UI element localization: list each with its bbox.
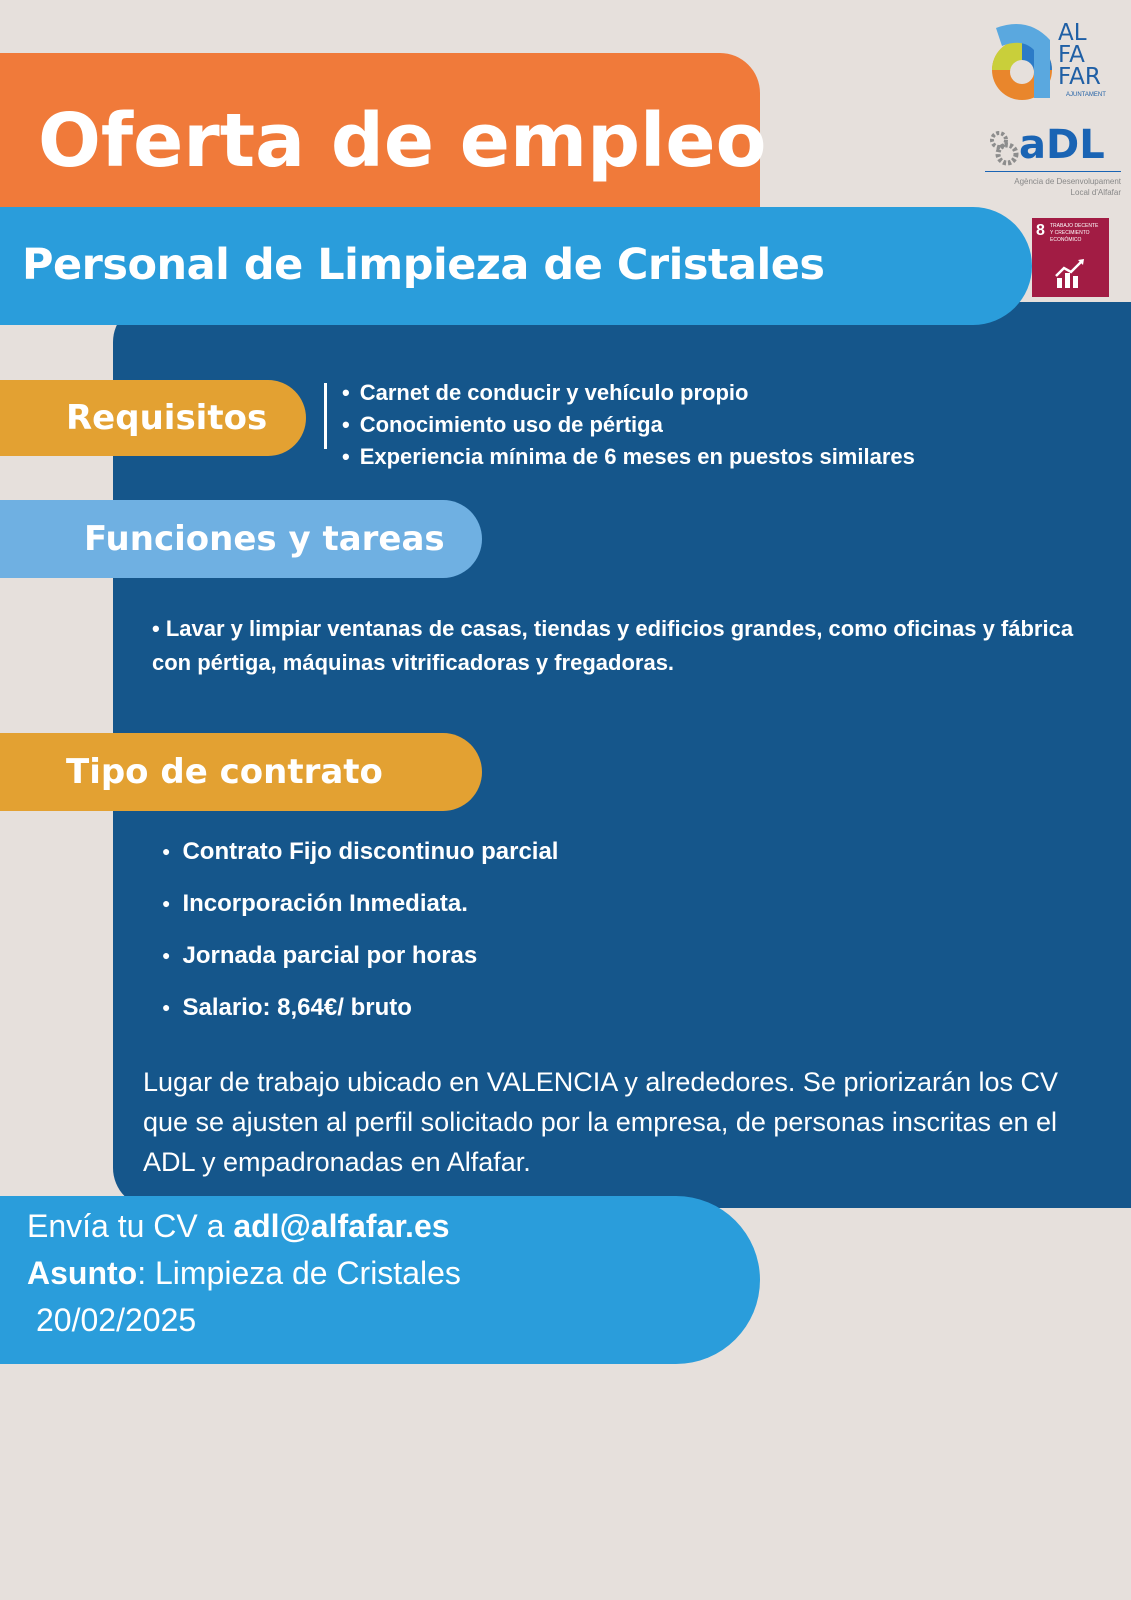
job-title: Personal de Limpieza de Cristales <box>22 240 825 290</box>
send-cv-prefix: Envía tu CV a <box>27 1208 234 1244</box>
sdg-8-badge <box>1032 218 1109 297</box>
email-link[interactable]: adl@alfafar.es <box>233 1208 450 1244</box>
alfafar-line-1: AL <box>1058 20 1087 46</box>
adl-caption-2: Local d'Alfafar <box>1070 188 1121 197</box>
contrato-heading: Tipo de contrato <box>0 733 482 811</box>
list-item: ● Contrato Fijo discontinuo parcial <box>162 834 558 886</box>
alfafar-line-3: FAR <box>1058 64 1101 90</box>
list-item: ● Salario: 8,64€/ bruto <box>162 990 558 1042</box>
adl-wordmark: aDL <box>1019 122 1105 168</box>
list-item: • Carnet de conducir y vehículo propio <box>342 377 915 409</box>
adl-logo <box>985 122 1121 200</box>
subject-label: Asunto <box>27 1255 138 1291</box>
gears-icon <box>987 130 1021 166</box>
page-title: Oferta de empleo <box>38 98 767 184</box>
alfafar-caption: AJUNTAMENT <box>1066 92 1106 98</box>
alfafar-line-2: FA <box>1058 42 1085 68</box>
divider <box>324 383 327 449</box>
offer-date: 20/02/2025 <box>36 1302 197 1338</box>
contrato-list <box>162 834 558 1042</box>
subject-value: : Limpieza de Cristales <box>137 1255 461 1291</box>
send-cv-line <box>27 1208 450 1245</box>
sdg-number: 8 <box>1036 222 1045 239</box>
requisitos-list <box>342 377 915 473</box>
funciones-item: • Lavar y limpiar ventanas de casas, tiendas y edificios grandes, como oficinas y fábrica con pértiga, máquinas vitrificadoras y fregadoras. <box>152 616 1074 675</box>
growth-chart-icon <box>1054 258 1086 290</box>
list-item: • Conocimiento uso de pértiga <box>342 409 915 441</box>
requisitos-heading: Requisitos <box>0 380 306 456</box>
subject-line <box>27 1255 461 1292</box>
funciones-heading: Funciones y tareas <box>0 500 482 578</box>
sdg-line-1: TRABAJO DECENTE <box>1050 223 1099 229</box>
location-note: Lugar de trabajo ubicado en VALENCIA y alrededores. Se priorizarán los CV que se ajusten al perfil solicitado por la empresa, de personas inscritas en el ADL y empadronadas en Alfafar. <box>143 1067 1059 1177</box>
list-item: ● Jornada parcial por horas <box>162 938 558 990</box>
adl-caption-1: Agència de Desenvolupament <box>1014 177 1121 186</box>
sdg-line-3: ECONÓMICO <box>1050 237 1082 243</box>
alfafar-logo <box>988 20 1118 102</box>
alfafar-a-icon <box>988 20 1058 102</box>
list-item: ● Incorporación Inmediata. <box>162 886 558 938</box>
sdg-line-2: Y CRECIMIENTO <box>1050 230 1090 236</box>
list-item: • Experiencia mínima de 6 meses en puestos similares <box>342 441 915 473</box>
